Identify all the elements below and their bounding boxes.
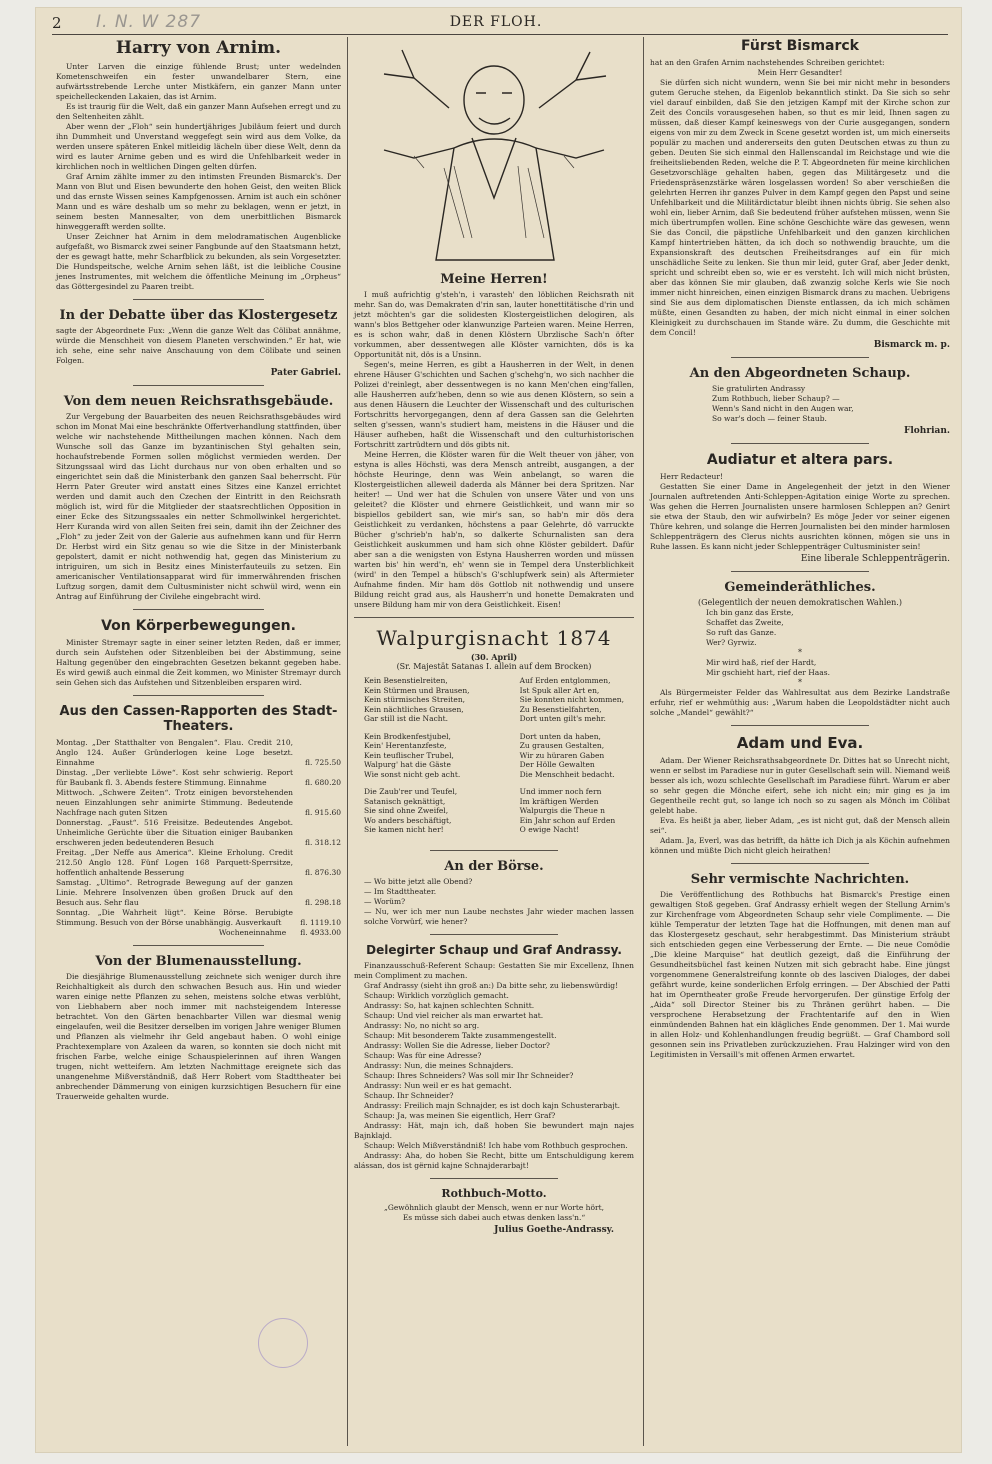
- article-title-bismarck: Fürst Bismarck: [741, 38, 859, 54]
- library-seal: [258, 1318, 308, 1368]
- column-middle: [354, 38, 634, 1239]
- article-title-reichsrath: Von dem neuen Reichsrathsgebäude.: [63, 394, 334, 409]
- article-title-gemeinde: Gemeinderäthliches.: [724, 580, 876, 595]
- article-title-vermischte: Sehr vermischte Nachrichten.: [690, 872, 910, 887]
- cassen-table: [56, 738, 341, 938]
- walpurgis-subtitle: (Sr. Majestät Satanas I. allein auf dem Brocken): [396, 662, 592, 671]
- meine-paragraph: I muß aufrichtig g'steh'n, i varasteh' den löblichen Reichsrath nit mehr. San do, was Demakraten d'rin san, lauter honettitätische d'rin und jetzt möchten's gar die solidesten Klostergeistlichen delogiren, als wann's blos Bettgeher oder klanwunzige Parteien waren. Meine Herren, es is schon wahr, daß in denen Klöstern Ubrzlische Sach'n öfter vorkummen, aber dessentwegen alle Klöster varnichten, dös is ka Opportunität nit, dös is a Unsinn.: [354, 290, 634, 359]
- audiatur-text: Gestatten Sie einer Dame in Angelegenheit der jetzt in den Wiener Journalen auftretenden Anti-Schleppen-Agitation einige Worte zu sprechen. Was gehen die Herren Journalisten unsere harmlosen Schleppen an? Genirt sie etwa der Staub, den wir aufwirbeln? Es möge Jeder vor seiner eigenen Thüre kehren, und solange die Herren Journalisten bei den minder harmlosen Schleppenträgern des Clerus nichts ausrichten können, mögen sie uns in Ruhe lassen. Es kann nicht jeder Schleppenträger Cultusminister sein!: [650, 482, 950, 551]
- top-rule: [52, 34, 948, 35]
- debatte-text: sagte der Abgeordnete Fux: „Wenn die ganze Welt das Cölibat annähme, würde die Menschheit von diesem Planeten verschwinden.“ Er hat, wie ich sehe, eine sehr naive Anschauung von dem Cölibate und seinen Folgen.: [56, 326, 341, 365]
- meine-paragraph: Meine Herren, die Klöster waren für die Welt theuer von jäher, von estyna is alles Höchsti, was dera Mensch antreibt, ausgangen, a der höchste Heuringe, denn was Wein anbelangt, so waren die Klostergeistlichen alleweil daderda als Männer bei dera Spritzen. Nar heiter! — Und wer hat die Schulen von unsere Väter und von uns geleitet? die Klöster und ehrnere Geistlichkeit, und wann mir so bispiellos gebildert san, wie mir's san, so hab'n mir dös dera Geistlichkeit zu verdanken, höchstens a paar Gelehrte, dö varruckte Bücher g'schrieb'n hab'n, so dalkerte Schurnalisten san dera Geistlichkeit auskummen und ham sich ohne Klöster gebildert. Dafür aber san a die wenigsten von Estyna Hausherren worden und müssen warten bis' hin werd'n, eh' wenn sie in Tempel dera Unsterblichkeit (wird' in den Tempel a hübsch's G'schlupfwerk sein) als Aftermieter Aufnahme finden. Mir ham dös Gottlob nit nothwendig und unsere Bildung reicht grad aus, als Hausherr'n und honette Demakraten und unsere Bildung ham mir von dera Geistlichkeit. Eisen!: [354, 450, 634, 609]
- bismarck-text: Sie dürfen sich nicht wundern, wenn Sie bei mir nicht mehr in besonders gutem Geruche stehen, da Eigenlob bekanntlich stinkt. Da Sie sich so sehr viel darauf einbilden, daß Sie den jetzigen Kampf mit der Kirche schon zur Zeit des Concils vorausgesehen haben, so thut es mir leid, Ihnen sagen zu müssen, daß dieser Kampf keineswegs von der Curie ausgegangen, sondern eigens von mir zu dem Zweck in Scene gesetzt worden ist, um mich einerseits populär zu machen und andererseits den guten Deutschen etwas zu thun zu geben. Deuten Sie sich einmal den Hallenscandal im Reichstage und wie die freiheitsliebenden Reden, welche die P. T. Abgeordneten für meine kirchlichen Gesetzvorschläge gehalten haben, gegen das Militärgesetz und die Friedenspräsenzstärke wären losgelassen worden! So aber verschießen die gelehrten Herren ihr ganzes Pulver in dem Kampf gegen den Papst und seine Unfehlbarkeit und die Militärdictatur bleibt ihnen nichts übrig. Sie sehen also wohl ein, lieber Arnim, daß Sie bedeutend früher aufstehen müssen, wenn Sie mich übertrumpfen wollen. Eine schöne Geschichte wäre das gewesen, wenn Sie das Concil, die päpstliche Unfehlbarkeit und den ganzen kirchlichen Kampf hintertrieben hätten, da ich doch so nothwendig brauchte, um die Expansionskraft des deutschen Freiheitsdranges auf ein für mich unschädliche Seite zu lenken. Sie thun mir leid, guter Graf, aber Jeder denkt, spricht und schreibt eben so, wie er es versteht. Ich will mich nicht brüsten, aber das können Sie mir glauben, daß zwanzig solche Kerls wie Sie noch immer nicht hinreichen, einen einzigen Bismarck drans zu machen. Uebrigens sind Sie aus dem diplomatischen Dienste entlassen, da ich mich schämen müßte, einen Gesandten zu haben, der mich nicht einmal in einer solchen Kleinigkeit zu durchschauen im Stande wäre. Zu dumm, die Geschichte mit dem Concil!: [650, 78, 950, 337]
- cassen-row: Dinstag. „Der verliebte Löwe“. Kost sehr schwierig. Report für Baubank fl. 3. Abends festere Stimmung. Einnahme fl. 680.20: [56, 768, 341, 787]
- separator: [430, 850, 559, 851]
- column-right: [650, 38, 950, 1060]
- poem-column-left: [364, 676, 470, 843]
- separator: [133, 695, 264, 696]
- separator: [354, 617, 634, 618]
- cassen-row: Montag. „Der Statthalter von Bengalen“. Flau. Credit 210, Anglo 124. Außer Gründerlogen keine Loge besetzt. Einnahme fl. 725.50: [56, 738, 341, 767]
- cassen-row: Samstag. „Ultimo“. Retrograde Bewegung auf der ganzen Linie. Mehrere Insolvenzen üben großen Druck auf den Besuch aus. Sehr flau fl. 298.18: [56, 878, 341, 907]
- harry-paragraph: Aber wenn der „Floh“ sein hundertjähriges Jubiläum feiert und durch ihn Dummheit und Unverstand weggefegt sein wird aus dem Volke, da werden unsere späteren Enkel mitleidig lächeln über diese Welt, denn da wird es lauter Arnime geben und es wird die Unfehlbarkeit weder in kirchlichen noch in weltlichen Dingen gelten dürfen.: [56, 122, 341, 171]
- bismarck-signature: Bismarck m. p.: [873, 340, 950, 350]
- separator: [133, 385, 264, 386]
- audiatur-signature: Eine liberale Schleppenträgerin.: [800, 554, 950, 564]
- cassen-row: Mittwoch. „Schwere Zeiten“. Trotz einigen bevorstehenden neuen Einzahlungen sehr animirte Stimmung. Bedeutende Nachfrage nach guten Sitzen fl. 915.60: [56, 788, 341, 817]
- poem-stanza: Auf Erden entglommen, Ist Spuk aller Art en, Sie konnten nicht kommen, Zu Besenstielfahrten, Dort unten gilt's mehr.: [519, 676, 624, 723]
- poem-stanza: Kein Brodkenfestjubel, Kein' Herentanzfeste, Kein teuflischer Trubel, Walpurg' hat die Gäste Wie sonst nicht geb acht.: [364, 731, 461, 779]
- poem-stanza: Dort unten da haben, Zu grausen Gestalten, Wir zu hüraren Gaben Der Hölle Gewalten Die Menschheit bedacht.: [519, 731, 615, 779]
- harry-paragraph: Es ist traurig für die Welt, daß ein ganzer Mann Aufsehen erregt und zu den Seltenheiten zählt.: [56, 102, 341, 121]
- boerse-dialog: — Wo bitte jetzt alle Obend? — Im Stadttheater. — Worüm? — Nu, wer ich mer nun Laube nechstes Jahr wieder machen lassen solche Vorwürf, wie hener?: [364, 876, 634, 926]
- separator: [133, 945, 264, 946]
- gemeinde-subtitle: (Gelegentlich der neuen demokratischen Wahlen.): [698, 598, 902, 607]
- article-title-meine-herren: Meine Herren!: [440, 272, 548, 287]
- column-divider-2: [643, 37, 644, 1446]
- verse-asterisk: *: [798, 678, 802, 687]
- motto-line: Es müsse sich dabei auch etwas denken lass'n.“: [402, 1212, 586, 1222]
- meine-paragraph: Segen's, meine Herren, es gibt a Hausherren in der Welt, in denen ehrene Häuser G'schichten und Sachen g'schehg'n, wo sich nachher die Polizei d'reinlegt, aber dessentwegen is no kann Men'chen eing'fallen, alle Hausherren aufz'heben, denn so wie aus denen Klöstern, so sein a aus denen Häusern die Leuchter der Wissenschaft und des culturischen Fortschritts hervorgegangen, denn af dera Gassen san die Gelehrten selten g'sessen, wann's studiert ham, meistens in die Häuser und die Häuser aufheben, haßt die Wissenschaft und den culturhistorischen Fortschritt zartrüdtern und dös gibts nit.: [354, 360, 634, 449]
- walpurgis-poem: [354, 676, 634, 843]
- debatte-signature: Pater Gabriel.: [270, 368, 341, 378]
- article-title-audiatur: Audiatur et altera pars.: [706, 452, 894, 468]
- article-title-adam: Adam und Eva.: [736, 734, 864, 752]
- column-left: [56, 38, 341, 1102]
- article-title-delegirter: Delegirter Schaup und Graf Andrassy.: [366, 942, 622, 957]
- caricature-illustration: [354, 38, 634, 264]
- verse-asterisk: *: [798, 648, 802, 657]
- bismarck-salute: Mein Herr Gesandter!: [757, 68, 843, 77]
- poem-stanza: Und immer noch fern Im kräftigen Werden Walpurgis die Theue n Ein Jahr schon auf Erden O ewige Nacht!: [519, 787, 616, 834]
- adam-paragraph: Adam. Der Wiener Reichsrathsabgeordnete Dr. Dittes hat so Unrecht nicht, wenn er selbst im Paradiese nur in guter Gesellschaft sein will. Niemand weiß besser als ich, wozu schlechte Gesellschaft im Paradiese führt. Warum er aber so sehr gegen die Mönche eifert, sehe ich nicht ein; mir ging es ja im Gegentheile recht gut, so lange ich noch so zu sagen als Mönch im Cölibat gelebt habe.: [650, 756, 950, 815]
- separator: [133, 609, 264, 610]
- cassen-row: Freitag. „Der Neffe aus America“. Kleine Erholung. Credit 212.50 Anglo 128. Fünf Logen 168 Parquett-Sperrsitze, hoffentlich anhaltende Besserung fl. 876.30: [56, 848, 341, 877]
- gemeinde-verse: Mir wird haß, rief der Hardt, Mir gschieht hart, rief der Haas.: [706, 658, 830, 677]
- adam-paragraph: Eva. Es heißt ja aber, lieber Adam, „es ist nicht gut, daß der Mensch allein sei“.: [650, 816, 950, 835]
- article-title-motto: Rothbuch-Motto.: [441, 1186, 547, 1200]
- motto-signature: Julius Goethe-Andrassy.: [494, 1224, 614, 1235]
- article-title-debatte: In der Debatte über das Klostergesetz: [59, 308, 338, 323]
- reichsrath-text: Zur Vergebung der Bauarbeiten des neuen Reichsrathsgebäudes wird schon im Monat Mai eine beschränkte Offertverhandlung stattfinden, über welche wir nachstehende Mittheilungen machen können. Nach dem Wunsche soll das Ganze im byzantinischen Styl gehalten sein, hochaufstrebende Formen sollen möglichst vermieden werden. Der Sitzungssaal wird das Licht durchaus nur von oben erhalten und so eingerichtet sein daß die Ministerbank den ganzen Saal beherrscht. Für Herrn Pater Greuter wird anstatt eines Sitzes eine Kanzel errichtet werden und damit auch den Czechen der Eintritt in den Reichsrath möglich ist, wird für die Mitglieder der staatsrechtlichen Opposition in einer Ecke des Sitzungssaales ein netter Schmollwinkel hergerichtet. Herr Kuranda wird von allen Seiten frei sein, damit ihn der Zeichner des „Floh“ zu jeder Zeit von der Galerie aus aufnehmen kann und für Herrn Dr. Herbst wird ein Sitz genau so wie die Sitze in der Ministerbank gepolstert, damit er nicht nothwendig hat, gegen das Ministerium zu intriguiren, um sich in Besitz eines Ministerfauteuils zu setzen. Ein americanischer Ventilationsapparat wird für immerwährenden frischen Luftzug sorgen, damit dem Cultusminister nicht schwül wird, wenn ein Antrag auf Einführung der Civilehe eingebracht wird.: [56, 412, 341, 601]
- separator: [731, 571, 869, 572]
- cassen-row: Sonntag. „Die Wahrheit lügt“. Keine Börse. Berubigte Stimmung. Besuch von der Börse unabhängig. Ausverkauft fl. 1119.10: [56, 908, 341, 927]
- separator: [133, 299, 264, 300]
- article-title-cassen: Aus den Cassen-Rapporten des Stadt-Theaters.: [59, 704, 338, 734]
- separator: [430, 1178, 559, 1179]
- poem-column-right: [520, 676, 624, 843]
- walpurgis-date: (30. April): [470, 652, 518, 662]
- koerper-text: Minister Stremayr sagte in einer seiner letzten Reden, daß er immer, durch sein Aufstehen oder Sitzenbleiben bei der Abstimmung, seine Haltung gegenüber den eingebrachten Gesetzen bekannt gegeben habe. Es wird gewiß auch einmal die Zeit kommen, wo Minister Stremayr durch sein Gehen sich das Aufstehen und Sitzenbleiben ersparen wird.: [56, 638, 341, 687]
- harry-paragraph: Unter Larven die einzige fühlende Brust; unter wedelnden Kometenschweifen ein fester unwandelbarer Stern, eine aufwärtsstrebende Lerche unter Mistkäfern, ein ganzer Mann unter speichelleckenden Lakaien, das ist Arnim.: [56, 62, 341, 101]
- article-title-harry: Harry von Arnim.: [115, 38, 282, 58]
- separator: [430, 934, 559, 935]
- harry-paragraph: Graf Arnim zählte immer zu den intimsten Freunden Bismarck's. Der Mann von Blut und Eisen bewunderte den hohen Geist, den weiten Blick und das ernste Wissen seines Kampfgenossen. Arnim ist auch ein schöner Mann und es wäre deshalb um so mehr zu beklagen, wenn er jetzt, in seinem besten Mannesalter, von dem unerbittlichen Bismarck hinweggerafft werden sollte.: [56, 172, 341, 231]
- poem-stanza: Kein Besenstielreiten, Kein Stürmen und Brausen, Kein stürmisches Streiten, Kein nächtliches Grausen, Gar still ist die Nacht.: [364, 676, 470, 723]
- separator: [731, 357, 869, 358]
- article-title-walpurgis: Walpurgisnacht 1874: [376, 626, 612, 650]
- vermischte-text: Die Veröffentlichung des Rothbuchs hat Bismarck's Prestige einen gewaltigen Stoß gegeben. Graf Andrassy erhielt wegen der Stellung Arnim's zur Kirchenfrage vom Abgeordneten Schaup sehr viele Complimente. — Die kühle Temperatur der letzten Tage hat die Hoffnungen, mit denen man auf das Klostergesetz geschaut, sehr herabgestimmt. Das Ministerium sträubt sich entschieden gegen eine Verbesserung der Ernte. — Die neue Comödie „Die kleine Marquise“ hat deutlich gezeigt, daß die Einführung der Gesundheitsbüchel fast keinen Nutzen mit sich gebracht habe. Eine jüngst vorgenommene Generalstreifung konnte ob des lasciven Dialoges, der dabei gefährt wurde, keine sonderlichen Erfolg erringen. — Der Abschied der Patti hat im Operntheater große Freude hervorgerufen. Der günstige Erfolg der „Aida“ soll Director Steiner bis zu Thränen gerührt haben. — Die versprochene Herabsetzung der Frachtentarife auf den in Wien einmündenden Bahnen hat ein klägliches Ende genommen. Der 1. Mai wurde in allen Holz- und Kohlenhandlungen freudig begrüßt. — Graf Chambord soll gesonnen sein ins Privatleben zurückzuziehen. Frau Halzinger wird von den Legitimisten in Versaill's mit offenen Armen erwartet.: [650, 890, 950, 1059]
- article-title-koerper: Von Körperbewegungen.: [101, 618, 296, 634]
- poem-stanza: Die Zaub'rer und Teufel, Satanisch geknättigt, Sie sind ohne Zweifel, Wo anders beschäftigt, Sie kamen nicht her!: [364, 787, 458, 834]
- column-divider-1: [347, 37, 348, 1446]
- page-number: 2: [52, 14, 62, 32]
- masthead: DER FLOH.: [449, 14, 543, 30]
- schaup-verse: Sie gratulirten Andrassy Zum Rothbuch, lieber Schaup? — Wenn's Sand nicht in den Augen war, So war's doch — feiner Staub.: [712, 384, 854, 423]
- adam-paragraph: Adam. Ja, Everl, was das betrifft, da hätte ich Dich ja als Köchin aufnehmen können und müßte Dich nicht gleich heirathen!: [650, 836, 950, 855]
- separator: [731, 443, 869, 444]
- separator: [731, 863, 869, 864]
- audiatur-salute: Herr Redacteur!: [660, 472, 723, 481]
- motto-line: „Gewöhnlich glaubt der Mensch, wenn er nur Worte hört,: [383, 1202, 605, 1212]
- article-title-boerse: An der Börse.: [444, 858, 544, 874]
- article-title-schaup: An den Abgeordneten Schaup.: [689, 366, 911, 381]
- cassen-total: Wocheneinnahme fl. 4933.00: [218, 928, 341, 937]
- schaup-signature: Flohrian.: [903, 426, 950, 436]
- delegirter-dialog: Finanzausschuß-Referent Schaup: Gestatten Sie mir Excellenz, Ihnen mein Compliment zu machen. Graf Andrassy (sieht ihn groß an:) Da bitte sehr, zu liebenswürdig! Schaup: Wirklich vorzüglich gemacht. Andrassy: So, hat kajnen schlechten Schnitt. Schaup: Und viel reicher als man erwartet hat. Andrassy: No, no nicht so arg. Schaup: Mit besonderem Takte zusammengestellt. Andrassy: Wollen Sie die Adresse, lieber Doctor? Schaup: Was für eine Adresse? Andrassy: Nun, die meines Schnajders. Schaup: Ihres Schneiders? Was soll mir Ihr Schneider? Andrassy: Nun weil er es hat gemacht. Schaup. Ihr Schneider? Andrassy: Freilich majn Schnajder, es ist doch kajn Schusterarbajt. Schaup: Ja, was meinen Sie eigentlich, Herr Graf? Andrassy: Hät, majn ich, daß hoben Sie bewundert majn najes Bajnklajd. Schaup: Welch Mißverständniß! Ich habe vom Rothbuch gesprochen. Andrassy: Aha, do hoben Sie Recht, bitte um Entschuldigung kerem alássan, dos ist gërnid kajne Schnajderarbajt!: [354, 960, 634, 1170]
- cassen-row: Donnerstag. „Faust“. 516 Freisitze. Bedeutendes Angebot. Unheimliche Gerüchte über die Situation einiger Baubanken erschweren jeden bedeutenderen Besuch fl. 318.12: [56, 818, 341, 847]
- gemeinde-verse: Ich bin ganz das Erste, Schaffet das Zweite, So ruft das Ganze. Wer? Gyrwiz.: [706, 608, 794, 647]
- bismarck-intro: hat an den Grafen Arnim nachstehendes Schreiben gerichtet:: [650, 58, 885, 67]
- article-title-blumen: Von der Blumenausstellung.: [95, 954, 302, 969]
- blumen-text: Die diesjährige Blumenausstellung zeichnete sich weniger durch ihre Reichhaltigkeit als durch den schwachen Besuch aus. Hin und wieder waren einige nette Pflanzen zu sehen, meistens solche etwas verblüht, von Liebhabern aber noch immer mit nachsteigendem Interesse betrachtet. Von den Gärten benachbarter Villen war diesmal wenig eingelaufen, weil die Besitzer derselben im vorigen Jahre weniger Blumen und Pflanzen als vielmehr ihr Geld angebaut haben. O wohl einige Prachtexemplare von Azaleen da waren, so konnten sie doch nicht mit frischen Farbe, welche einige Schauspielerinnen auf ihren Wangen trugen, nicht wetteifern. Am letzten Nachmittage ereignete sich das unangenehme Mißverständniß, daß Herr Robert vom Stadttheater bei anbrechender Dämmerung von einigen kurzsichtigen Besuchern für eine Trauerweide gehalten wurde.: [56, 972, 341, 1101]
- harry-paragraph: Unser Zeichner hat Arnim in dem melodramatischen Augenblicke aufgefaßt, wo Bismarck zwei seiner Fangbunde auf den Staatsmann hetzt, der es gewagt hatte, mehr Scharfblick zu bekunden, als sein Vorgesetzter. Die Hundspeitsche, welche Arnim sehen läßt, ist die leibliche Cousine jenes Instrumentes, mit welchem die öffentliche Meinung im „Orpheus“ das Göttergesindel zu Paaren treibt.: [56, 232, 341, 291]
- archive-stamp: I. N. W 287: [96, 12, 202, 32]
- gemeinde-text: Als Bürgermeister Felder das Wahlresultat aus dem Bezirke Landstraße erfuhr, rief er wehmüthig aus: „Warum haben die Leopoldstädter nicht auch solche „Mandel“ gewählt?“: [650, 688, 950, 717]
- separator: [731, 725, 869, 726]
